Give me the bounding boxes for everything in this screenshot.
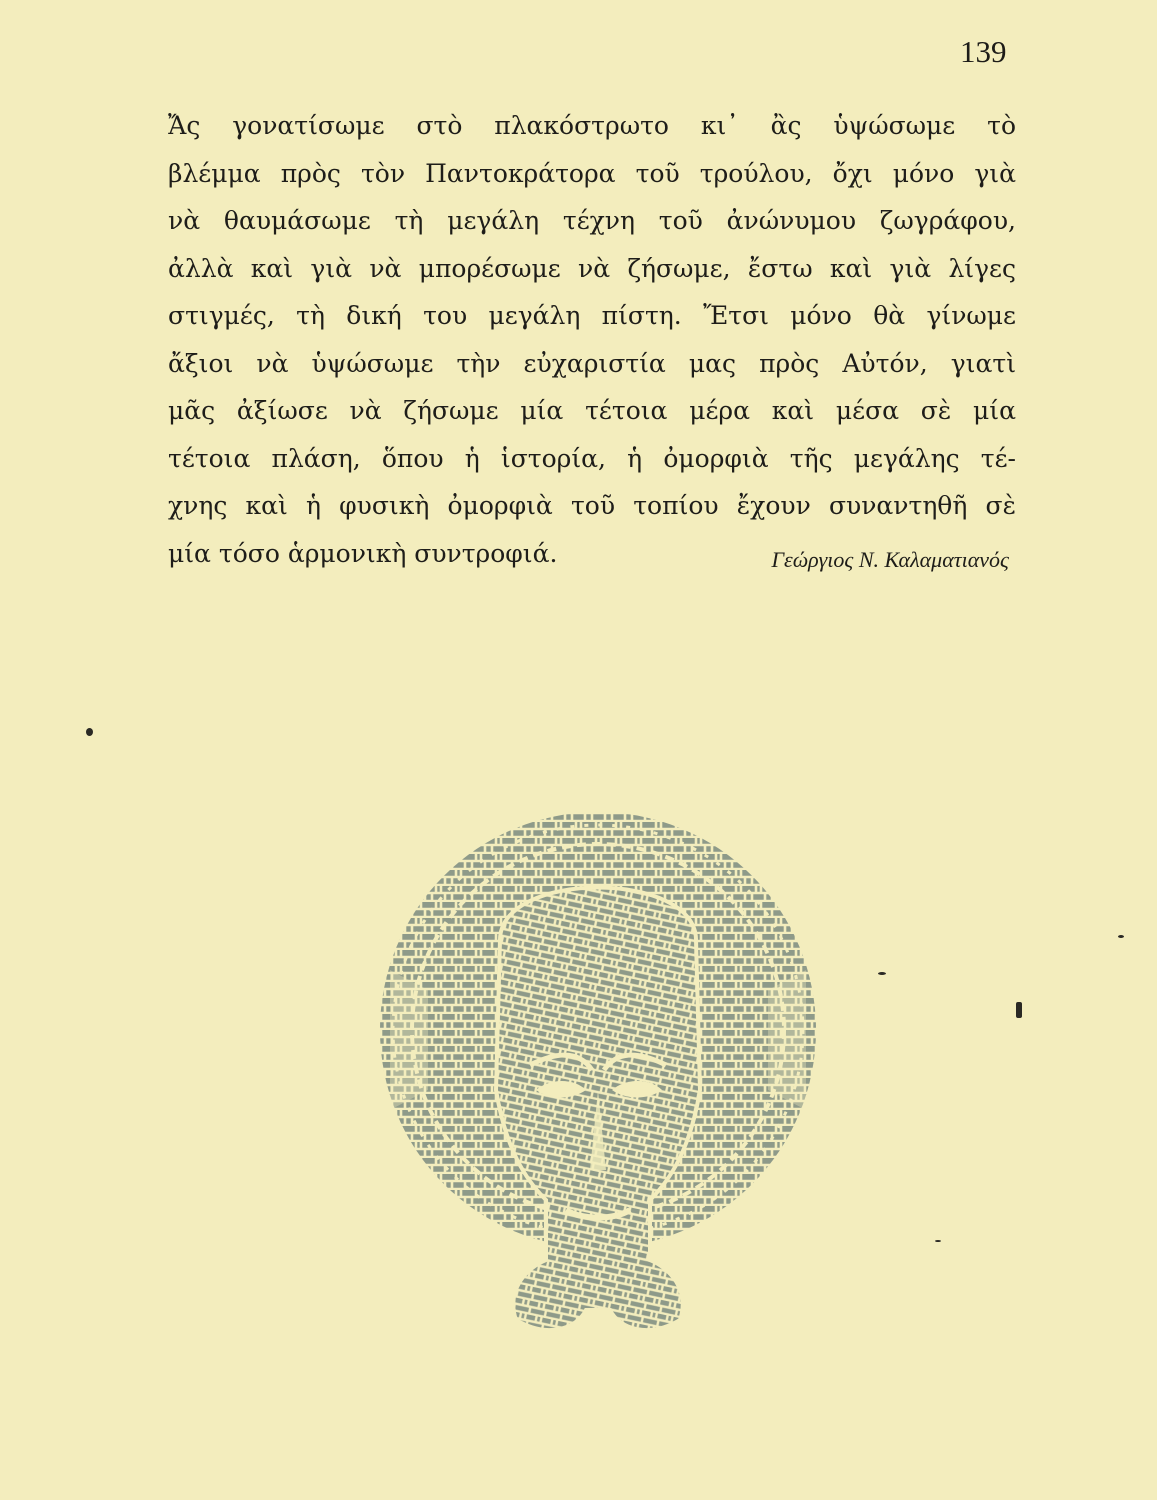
paragraph-line: χνης καὶ ἡ φυσικὴ ὀμορφιὰ τοῦ τοπίου ἔχουν συναντηθῆ σὲ [168, 491, 1016, 520]
paragraph-line: νὰ θαυμάσωμε τὴ μεγάλη τέχνη τοῦ ἀνώνυμου ζωγράφου, [168, 206, 1016, 235]
paragraph-line: ἀλλὰ καὶ γιὰ νὰ μπορέσωμε νὰ ζήσωμε, ἔστω καὶ γιὰ λίγες [168, 253, 1016, 283]
paragraph-line: ἄξιοι νὰ ὑψώσωμε τὴν εὐχαριστία μας πρὸς Αὐτόν, γιατὶ [168, 348, 1016, 378]
halo-cross-left [390, 970, 428, 1110]
paragraph-line: βλέμμα πρὸς τὸν Παντοκράτορα τοῦ τρούλου, ὄχι μόνο γιὰ [168, 158, 1016, 188]
ink-speck [1016, 1002, 1022, 1018]
ink-speck [935, 1240, 941, 1242]
ink-speck [878, 972, 886, 975]
author-signature: Γεώργιος Ν. Καλαματιανός [771, 547, 1009, 572]
pantokrator-mosaic-illustration [350, 790, 850, 1350]
paragraph-line: μᾶς ἀξίωσε νὰ ζήσωμε μία τέτοια μέρα καὶ μέσα σὲ μία [168, 396, 1016, 425]
ink-speck [86, 728, 93, 736]
paragraph [168, 102, 1016, 577]
halo-cross-right [768, 970, 806, 1110]
paragraph-line: Ἄς γονατίσωμε στὸ πλακόστρωτο κι᾿ ἂς ὑψώσωμε τὸ [168, 111, 1016, 140]
paragraph-line: τέτοια πλάση, ὅπου ἡ ἱστορία, ἡ ὀμορφιὰ τῆς μεγάλης τέ- [168, 443, 1016, 473]
ink-speck [1118, 935, 1124, 938]
paragraph-line: μία τόσο ἁρμονικὴ συντροφιά. [168, 538, 558, 568]
page-number: 139 [960, 34, 1007, 69]
paragraph-line: στιγμές, τὴ δική του μεγάλη πίστη. Ἔτσι μόνο θὰ γίνωμε [168, 301, 1016, 330]
